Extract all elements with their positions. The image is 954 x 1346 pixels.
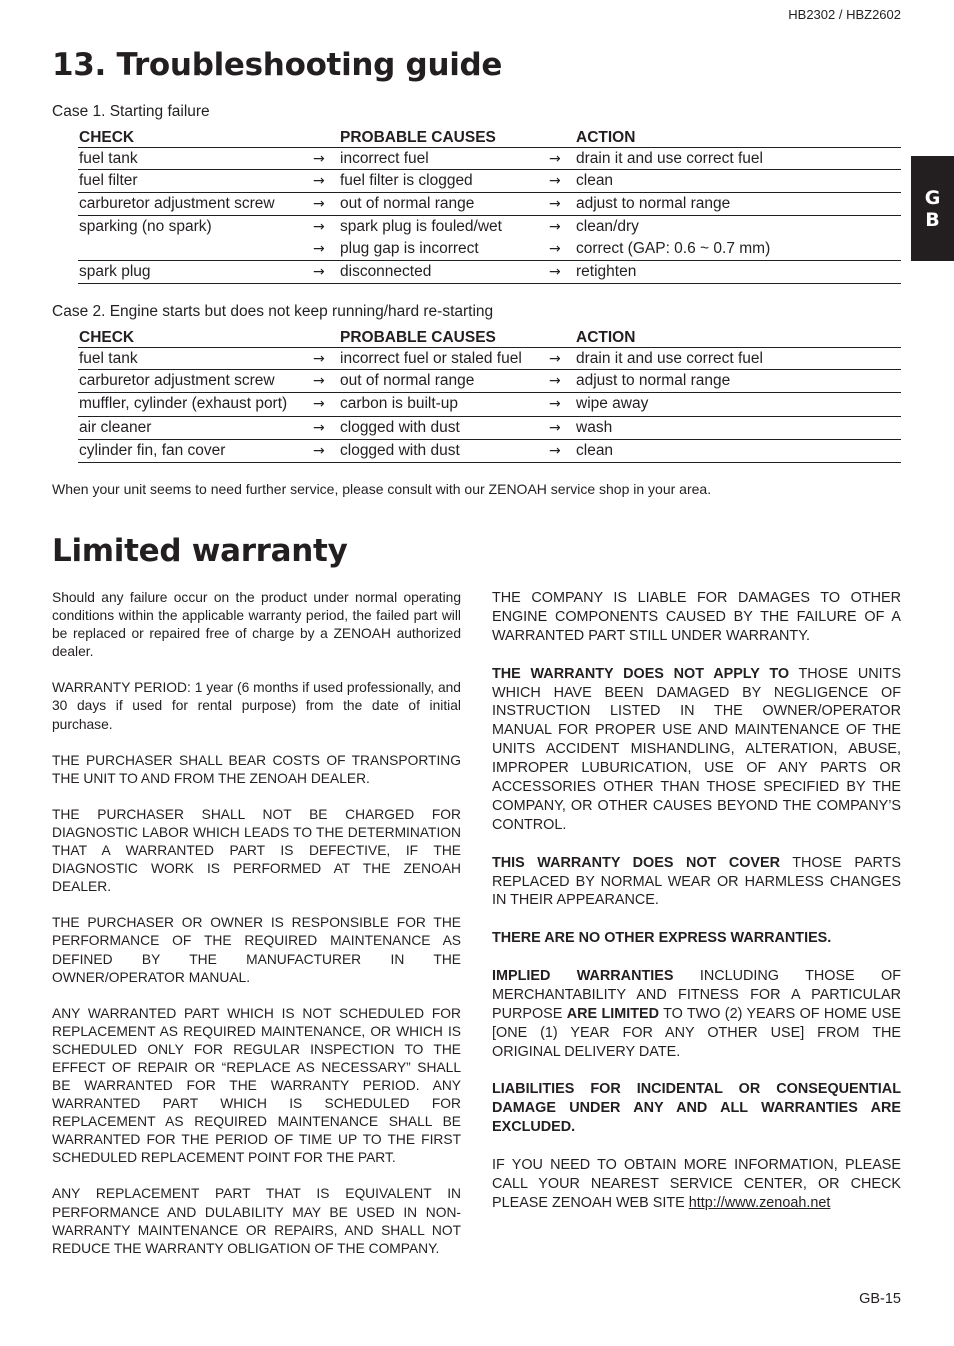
arrow-icon: → bbox=[549, 173, 561, 189]
header-check: CHECK bbox=[79, 129, 135, 146]
arrow-icon: → bbox=[549, 443, 561, 459]
case2-table bbox=[78, 327, 901, 463]
table-row bbox=[78, 216, 901, 261]
warranty-paragraph: THE COMPANY IS LIABLE FOR DAMAGES TO OTHER ENGINE COMPONENTS CAUSED BY THE FAILURE OF A WARRANTED PART STILL UNDER WARRANTY. bbox=[492, 590, 901, 644]
cause-cell: clogged with dust bbox=[340, 419, 460, 436]
arrow-icon: → bbox=[313, 396, 325, 412]
case1-title: Case 1. Starting failure bbox=[52, 103, 210, 120]
action-cell: drain it and use correct fuel bbox=[576, 150, 763, 167]
more-info-paragraph bbox=[492, 1156, 901, 1213]
check-cell: fuel tank bbox=[79, 150, 138, 167]
warranty-paragraph: THE PURCHASER OR OWNER IS RESPONSIBLE FOR THE PERFORMANCE OF THE REQUIRED MAINTENANCE AS DEFINED BY THE MANUFACTURER IN THE OWNER/OPERATOR MANUAL. bbox=[52, 915, 461, 985]
cause-cell: spark plug is fouled/wet bbox=[340, 218, 502, 235]
action-cell: correct (GAP: 0.6 ~ 0.7 mm) bbox=[576, 240, 771, 257]
check-cell: cylinder fin, fan cover bbox=[79, 442, 226, 459]
action-cell: retighten bbox=[576, 263, 637, 280]
arrow-icon: → bbox=[313, 420, 325, 436]
header-action: ACTION bbox=[576, 129, 636, 146]
action-cell: adjust to normal range bbox=[576, 372, 731, 389]
cause-cell: plug gap is incorrect bbox=[340, 240, 479, 257]
table-row bbox=[78, 348, 901, 370]
cause-cell: disconnected bbox=[340, 263, 432, 280]
case1-table bbox=[78, 127, 901, 284]
arrow-icon: → bbox=[549, 396, 561, 412]
action-cell: drain it and use correct fuel bbox=[576, 350, 763, 367]
cause-cell: out of normal range bbox=[340, 195, 475, 212]
header-causes: PROBABLE CAUSES bbox=[340, 329, 496, 346]
check-cell: carburetor adjustment screw bbox=[79, 195, 275, 212]
case2-header-row bbox=[78, 327, 901, 348]
warranty-paragraph: THE PURCHASER SHALL NOT BE CHARGED FOR DIAGNOSTIC LABOR WHICH LEADS TO THE DETERMINATION THAT A WARRANTED PART IS DEFECTIVE, IF THE DIAGNOSTIC WORK IS PERFORMED AT THE ZENOAH DEALER. bbox=[52, 806, 461, 895]
arrow-icon: → bbox=[313, 219, 325, 235]
table-row bbox=[78, 261, 901, 284]
model-number: HB2302 / HBZ2602 bbox=[788, 7, 901, 22]
arrow-icon: → bbox=[313, 173, 325, 189]
arrow-icon: → bbox=[549, 151, 561, 167]
exclusions-label: THE WARRANTY DOES NOT APPLY TO bbox=[492, 665, 790, 682]
arrow-icon: → bbox=[313, 151, 325, 167]
limited-text: TO TWO (2) YEARS OF HOME USE [ONE (1) YEAR FOR ANY OTHER USE] FROM THE ORIGINAL DELIVERY DATE. bbox=[492, 1005, 901, 1060]
cause-cell: fuel filter is clogged bbox=[340, 172, 473, 189]
zenoah-website-link[interactable]: http://www.zenoah.net bbox=[688, 1194, 831, 1211]
check-cell: carburetor adjustment screw bbox=[79, 372, 275, 389]
liabilities-paragraph: LIABILITIES FOR INCIDENTAL OR CONSEQUENTIAL DAMAGE UNDER ANY AND ALL WARRANTIES ARE EXCLUDED. bbox=[492, 1081, 901, 1136]
arrow-icon: → bbox=[549, 373, 561, 389]
arrow-icon: → bbox=[549, 351, 561, 367]
table-row bbox=[78, 417, 901, 440]
arrow-icon: → bbox=[549, 420, 561, 436]
warranty-period-label: WARRANTY PERIOD: bbox=[52, 680, 191, 696]
check-cell: spark plug bbox=[79, 263, 151, 280]
implied-warranties-paragraph bbox=[492, 967, 901, 1062]
action-cell: clean/dry bbox=[576, 218, 639, 235]
more-info-text: IF YOU NEED TO OBTAIN MORE INFORMATION, PLEASE CALL YOUR NEAREST SERVICE CENTER, OR CHECK PLEASE ZENOAH WEB SITE bbox=[492, 1157, 901, 1211]
warranty-exclusions-paragraph bbox=[492, 665, 901, 835]
arrow-icon: → bbox=[313, 443, 325, 459]
table-row bbox=[78, 170, 901, 193]
warranty-period-paragraph bbox=[52, 679, 461, 733]
warranty-column-right bbox=[492, 589, 901, 1232]
arrow-icon: → bbox=[313, 373, 325, 389]
no-express-warranties: THERE ARE NO OTHER EXPRESS WARRANTIES. bbox=[492, 930, 832, 947]
service-note: When your unit seems to need further service, please consult with our ZENOAH service shop in your area. bbox=[52, 481, 712, 497]
arrow-icon: → bbox=[549, 219, 561, 235]
table-row bbox=[78, 193, 901, 216]
troubleshooting-title: 13. Troubleshooting guide bbox=[52, 47, 503, 83]
action-cell: wipe away bbox=[576, 395, 649, 412]
warranty-paragraph: ANY WARRANTED PART WHICH IS NOT SCHEDULED FOR REPLACEMENT AS REQUIRED MAINTENANCE, OR WHICH IS SCHEDULED ONLY FOR REGULAR INSPECTION TO THE EFFECT OF REPAIR OR “REPLACE AS NECESSARY” SHALL BE WARRANTED FOR THE WARRANTY PERIOD. ANY WARRANTED PART WHICH IS SCHEDULED FOR REPLACEMENT AS REQUIRED MAINTENANCE SHALL BE WARRANTED FOR THE PERIOD OF TIME UP TO THE FIRST SCHEDULED REPLACEMENT POINT FOR THE PART. bbox=[52, 1005, 461, 1166]
action-cell: clean bbox=[576, 172, 614, 189]
action-cell: clean bbox=[576, 442, 614, 459]
check-cell: fuel tank bbox=[79, 350, 138, 367]
case1-header-row bbox=[78, 127, 901, 148]
case2-title: Case 2. Engine starts but does not keep running/hard re-starting bbox=[52, 303, 494, 320]
warranty-period-text: 1 year (6 months if used professionally, and 30 days if used for rental purpose) from the date of initial purchase. bbox=[52, 680, 461, 732]
header-check: CHECK bbox=[79, 329, 135, 346]
arrow-icon: → bbox=[549, 241, 561, 257]
table-row bbox=[78, 370, 901, 393]
action-cell: wash bbox=[576, 419, 613, 436]
warranty-not-cover-paragraph bbox=[492, 854, 901, 911]
table-row bbox=[78, 393, 901, 417]
arrow-icon: → bbox=[313, 351, 325, 367]
not-cover-label: THIS WARRANTY DOES NOT COVER bbox=[492, 854, 781, 871]
header-action: ACTION bbox=[576, 329, 636, 346]
not-cover-text: THOSE PARTS REPLACED BY NORMAL WEAR OR HARMLESS CHANGES IN THEIR APPEARANCE. bbox=[492, 854, 901, 909]
warranty-column-left bbox=[52, 589, 461, 1276]
implied-warranties-text: INCLUDING THOSE OF MERCHANTABILITY AND FITNESS FOR A PARTICULAR PURPOSE bbox=[492, 968, 901, 1022]
warranty-paragraph: THE PURCHASER SHALL BEAR COSTS OF TRANSPORTING THE UNIT TO AND FROM THE ZENOAH DEALER. bbox=[52, 752, 461, 786]
check-cell: fuel filter bbox=[79, 172, 138, 189]
warranty-paragraph: Should any failure occur on the product under normal operating conditions within the applicable warranty period, the failed part will be replaced or repaired free of charge by a ZENOAH authorized dealer. bbox=[52, 590, 461, 660]
page-number: GB-15 bbox=[859, 1291, 901, 1307]
exclusions-text: THOSE UNITS WHICH HAVE BEEN DAMAGED BY NEGLIGENCE OF INSTRUCTION LISTED IN THE OWNER/OPERATOR MANUAL FOR PROPER USE AND MAINTENANCE OF THE UNITS ACCIDENT MISHANDLING, ALTERATION, ABUSE, IMPROPER LUBURICATION, USE OF ANY PARTS OR ACCESSORIES OTHER THAN THOSE SPECIFIED BY THE COMPANY, OR OTHER CAUSES BEYOND THE COMPANY’S CONTROL. bbox=[492, 665, 901, 833]
arrow-icon: → bbox=[549, 264, 561, 280]
cause-cell: out of normal range bbox=[340, 372, 475, 389]
check-cell: sparking (no spark) bbox=[79, 218, 212, 235]
implied-warranties-label: IMPLIED WARRANTIES bbox=[492, 968, 674, 985]
warranty-paragraph: ANY REPLACEMENT PART THAT IS EQUIVALENT IN PERFORMANCE AND DULABILITY MAY BE USED IN NON-WARRANTY MAINTENANCE OR REPAIRS, AND SHALL NOT REDUCE THE WARRANTY OBLIGATION OF THE COMPANY. bbox=[52, 1186, 461, 1256]
arrow-icon: → bbox=[549, 196, 561, 212]
check-cell: muffler, cylinder (exhaust port) bbox=[79, 395, 288, 412]
language-tab-letter-2: B bbox=[925, 208, 940, 231]
cause-cell: incorrect fuel or staled fuel bbox=[340, 350, 522, 367]
are-limited-label: ARE LIMITED bbox=[566, 1005, 659, 1022]
language-tab-letter-1: G bbox=[924, 186, 941, 209]
action-cell: adjust to normal range bbox=[576, 195, 731, 212]
table-row bbox=[78, 148, 901, 170]
cause-cell: clogged with dust bbox=[340, 442, 460, 459]
check-cell: air cleaner bbox=[79, 419, 152, 436]
arrow-icon: → bbox=[313, 196, 325, 212]
table-row bbox=[78, 440, 901, 463]
arrow-icon: → bbox=[313, 241, 325, 257]
header-causes: PROBABLE CAUSES bbox=[340, 129, 496, 146]
cause-cell: incorrect fuel bbox=[340, 150, 429, 167]
cause-cell: carbon is built-up bbox=[340, 395, 459, 412]
arrow-icon: → bbox=[313, 264, 325, 280]
language-tab bbox=[911, 156, 954, 261]
warranty-title: Limited warranty bbox=[52, 533, 348, 569]
